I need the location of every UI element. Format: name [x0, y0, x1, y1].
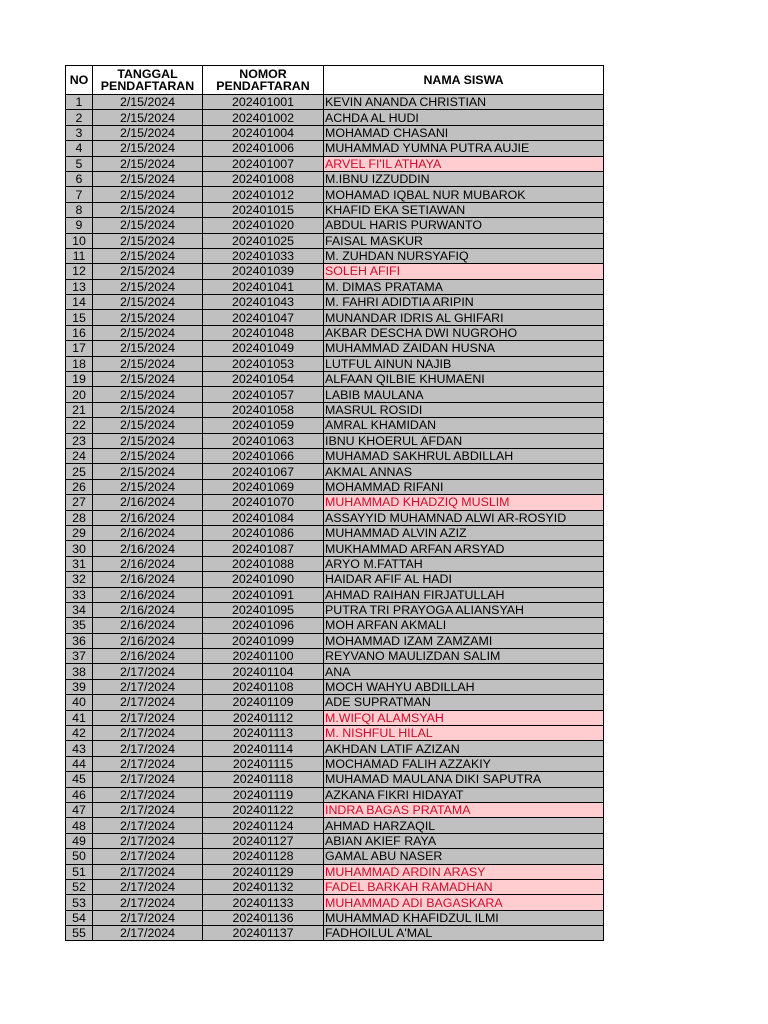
student-name-cell: MUHAMMAD ADI BAGASKARA	[324, 895, 604, 910]
registration-number-cell: 202401119	[203, 787, 324, 802]
row-number-cell: 48	[66, 818, 93, 833]
registration-number-cell: 202401127	[203, 833, 324, 848]
registration-number-cell: 202401115	[203, 756, 324, 771]
student-name-cell: MUHAMAD SAKHRUL ABDILLAH	[324, 448, 604, 463]
student-name-cell: MUHAMMAD KHAFIDZUL ILMI	[324, 910, 604, 925]
registration-number-cell: 202401067	[203, 464, 324, 479]
table-row	[66, 756, 604, 771]
registration-date-cell: 2/15/2024	[93, 448, 203, 463]
row-number-cell: 45	[66, 772, 93, 787]
table-row	[66, 248, 604, 263]
registration-number-cell: 202401007	[203, 156, 324, 171]
registration-date-cell: 2/17/2024	[93, 910, 203, 925]
registration-date-cell: 2/15/2024	[93, 372, 203, 387]
registration-date-cell: 2/15/2024	[93, 295, 203, 310]
table-header	[66, 66, 604, 95]
registration-date-cell: 2/15/2024	[93, 387, 203, 402]
table-row	[66, 787, 604, 802]
table-row	[66, 572, 604, 587]
table-row	[66, 295, 604, 310]
registration-number-cell: 202401063	[203, 433, 324, 448]
table-row	[66, 156, 604, 171]
registration-date-cell: 2/16/2024	[93, 525, 203, 540]
student-name-cell: KHAFID EKA SETIAWAN	[324, 202, 604, 217]
registration-date-cell: 2/15/2024	[93, 233, 203, 248]
registration-date-cell: 2/15/2024	[93, 171, 203, 186]
table-row	[66, 710, 604, 725]
row-number-cell: 18	[66, 356, 93, 371]
registration-number-cell: 202401084	[203, 510, 324, 525]
table-row	[66, 910, 604, 925]
table-row	[66, 849, 604, 864]
header-registration-number	[203, 66, 324, 95]
row-number-cell: 30	[66, 541, 93, 556]
registration-date-cell: 2/16/2024	[93, 587, 203, 602]
student-name-cell: FADHOILUL A'MAL	[324, 926, 604, 941]
table-body	[66, 95, 604, 941]
row-number-cell: 9	[66, 218, 93, 233]
table-row	[66, 879, 604, 894]
registration-number-cell: 202401096	[203, 618, 324, 633]
table-row	[66, 649, 604, 664]
registration-number-cell: 202401129	[203, 864, 324, 879]
student-name-cell: REYVANO MAULIZDAN SALIM	[324, 649, 604, 664]
registration-date-cell: 2/17/2024	[93, 772, 203, 787]
registration-number-cell: 202401114	[203, 741, 324, 756]
registration-date-cell: 2/17/2024	[93, 664, 203, 679]
registration-date-cell: 2/17/2024	[93, 926, 203, 941]
table-row	[66, 772, 604, 787]
student-name-cell: MOCH WAHYU ABDILLAH	[324, 679, 604, 694]
table-row	[66, 556, 604, 571]
registration-number-cell: 202401113	[203, 726, 324, 741]
header-reg-line2: PENDAFTARAN	[216, 79, 310, 93]
student-name-cell: MUHAMMAD YUMNA PUTRA AUJIE	[324, 141, 604, 156]
registration-date-cell: 2/17/2024	[93, 756, 203, 771]
student-name-cell: GAMAL ABU NASER	[324, 849, 604, 864]
registration-number-cell: 202401002	[203, 110, 324, 125]
registration-number-cell: 202401124	[203, 818, 324, 833]
table-row	[66, 387, 604, 402]
registration-date-cell: 2/15/2024	[93, 279, 203, 294]
table-row	[66, 495, 604, 510]
registration-date-cell: 2/17/2024	[93, 787, 203, 802]
table-row	[66, 818, 604, 833]
student-name-cell: M.WIFQI ALAMSYAH	[324, 710, 604, 725]
student-name-cell: LABIB MAULANA	[324, 387, 604, 402]
row-number-cell: 33	[66, 587, 93, 602]
registration-date-cell: 2/15/2024	[93, 218, 203, 233]
registration-number-cell: 202401112	[203, 710, 324, 725]
row-number-cell: 54	[66, 910, 93, 925]
registration-number-cell: 202401059	[203, 418, 324, 433]
student-name-cell: PUTRA TRI PRAYOGA ALIANSYAH	[324, 602, 604, 617]
registration-number-cell: 202401136	[203, 910, 324, 925]
table-row	[66, 187, 604, 202]
header-date-line1: TANGGAL	[117, 67, 178, 81]
table-row	[66, 741, 604, 756]
table-row	[66, 525, 604, 540]
header-no: NO	[66, 66, 93, 95]
registration-number-cell: 202401058	[203, 402, 324, 417]
row-number-cell: 47	[66, 802, 93, 817]
student-name-cell: MUHAMMAD ZAIDAN HUSNA	[324, 341, 604, 356]
student-name-cell: MOH ARFAN AKMALI	[324, 618, 604, 633]
student-name-cell: ARYO M.FATTAH	[324, 556, 604, 571]
table-row	[66, 895, 604, 910]
header-row	[66, 66, 604, 95]
student-name-cell: ARVEL FI'IL ATHAYA	[324, 156, 604, 171]
header-student-name: NAMA SISWA	[324, 66, 604, 95]
row-number-cell: 42	[66, 726, 93, 741]
registration-date-cell: 2/16/2024	[93, 495, 203, 510]
row-number-cell: 41	[66, 710, 93, 725]
registration-number-cell: 202401020	[203, 218, 324, 233]
row-number-cell: 35	[66, 618, 93, 633]
table-row	[66, 141, 604, 156]
table-row	[66, 679, 604, 694]
table-row	[66, 264, 604, 279]
registration-date-cell: 2/16/2024	[93, 556, 203, 571]
row-number-cell: 7	[66, 187, 93, 202]
table-row	[66, 202, 604, 217]
registration-number-cell: 202401109	[203, 695, 324, 710]
student-name-cell: MUHAMAD MAULANA DIKI SAPUTRA	[324, 772, 604, 787]
row-number-cell: 13	[66, 279, 93, 294]
registration-date-cell: 2/15/2024	[93, 110, 203, 125]
registration-date-cell: 2/15/2024	[93, 402, 203, 417]
table-row	[66, 926, 604, 941]
row-number-cell: 32	[66, 572, 93, 587]
table-row	[66, 833, 604, 848]
registration-date-cell: 2/15/2024	[93, 264, 203, 279]
row-number-cell: 14	[66, 295, 93, 310]
student-name-cell: AKHDAN LATIF AZIZAN	[324, 741, 604, 756]
registration-date-cell: 2/15/2024	[93, 248, 203, 263]
table-row	[66, 587, 604, 602]
row-number-cell: 11	[66, 248, 93, 263]
student-name-cell: ABIAN AKIEF RAYA	[324, 833, 604, 848]
table-row	[66, 110, 604, 125]
registration-number-cell: 202401069	[203, 479, 324, 494]
table-row	[66, 479, 604, 494]
row-number-cell: 10	[66, 233, 93, 248]
registration-date-cell: 2/17/2024	[93, 864, 203, 879]
student-name-cell: HAIDAR AFIF AL HADI	[324, 572, 604, 587]
student-name-cell: ANA	[324, 664, 604, 679]
student-name-cell: MUHAMMAD ALVIN AZIZ	[324, 525, 604, 540]
header-date-line2: PENDAFTARAN	[100, 79, 195, 93]
registration-number-cell: 202401090	[203, 572, 324, 587]
student-name-cell: FAISAL MASKUR	[324, 233, 604, 248]
registration-number-cell: 202401091	[203, 587, 324, 602]
registration-date-cell: 2/17/2024	[93, 695, 203, 710]
registration-number-cell: 202401054	[203, 372, 324, 387]
registration-number-cell: 202401118	[203, 772, 324, 787]
registration-number-cell: 202401049	[203, 341, 324, 356]
row-number-cell: 40	[66, 695, 93, 710]
registration-number-cell: 202401048	[203, 325, 324, 340]
registration-number-cell: 202401070	[203, 495, 324, 510]
registration-date-cell: 2/16/2024	[93, 510, 203, 525]
student-name-cell: ACHDA AL HUDI	[324, 110, 604, 125]
registration-date-cell: 2/15/2024	[93, 156, 203, 171]
registration-date-cell: 2/15/2024	[93, 418, 203, 433]
student-name-cell: ALFAAN QILBIE KHUMAENI	[324, 372, 604, 387]
row-number-cell: 12	[66, 264, 93, 279]
row-number-cell: 8	[66, 202, 93, 217]
student-name-cell: MOHAMAD CHASANI	[324, 125, 604, 140]
registration-number-cell: 202401043	[203, 295, 324, 310]
registration-date-cell: 2/17/2024	[93, 802, 203, 817]
student-name-cell: MUNANDAR IDRIS AL GHIFARI	[324, 310, 604, 325]
student-name-cell: AZKANA FIKRI HIDAYAT	[324, 787, 604, 802]
registration-number-cell: 202401006	[203, 141, 324, 156]
student-name-cell: M. FAHRI ADIDTIA ARIPIN	[324, 295, 604, 310]
table-row	[66, 356, 604, 371]
student-name-cell: KEVIN ANANDA CHRISTIAN	[324, 95, 604, 110]
registration-date-cell: 2/15/2024	[93, 141, 203, 156]
table-row	[66, 218, 604, 233]
registration-date-cell: 2/17/2024	[93, 833, 203, 848]
registration-number-cell: 202401087	[203, 541, 324, 556]
row-number-cell: 2	[66, 110, 93, 125]
registration-date-cell: 2/16/2024	[93, 633, 203, 648]
registration-date-cell: 2/17/2024	[93, 741, 203, 756]
registration-number-cell: 202401033	[203, 248, 324, 263]
registration-number-cell: 202401057	[203, 387, 324, 402]
table-row	[66, 325, 604, 340]
table-row	[66, 402, 604, 417]
row-number-cell: 28	[66, 510, 93, 525]
registration-number-cell: 202401104	[203, 664, 324, 679]
student-name-cell: MUKHAMMAD ARFAN ARSYAD	[324, 541, 604, 556]
row-number-cell: 38	[66, 664, 93, 679]
registration-date-cell: 2/17/2024	[93, 849, 203, 864]
student-name-cell: MOHAMMAD IZAM ZAMZAMI	[324, 633, 604, 648]
table-row	[66, 125, 604, 140]
student-name-cell: MOHAMAD IQBAL NUR MUBAROK	[324, 187, 604, 202]
table-row	[66, 618, 604, 633]
table-row	[66, 510, 604, 525]
row-number-cell: 49	[66, 833, 93, 848]
row-number-cell: 36	[66, 633, 93, 648]
registration-number-cell: 202401128	[203, 849, 324, 864]
registration-date-cell: 2/16/2024	[93, 618, 203, 633]
student-name-cell: MUHAMMAD ARDIN ARASY	[324, 864, 604, 879]
table-row	[66, 802, 604, 817]
row-number-cell: 27	[66, 495, 93, 510]
row-number-cell: 4	[66, 141, 93, 156]
table-row	[66, 541, 604, 556]
table-row	[66, 171, 604, 186]
student-name-cell: M. NISHFUL HILAL	[324, 726, 604, 741]
student-name-cell: AHMAD HARZAQIL	[324, 818, 604, 833]
registration-number-cell: 202401066	[203, 448, 324, 463]
student-name-cell: ADE SUPRATMAN	[324, 695, 604, 710]
table-row	[66, 695, 604, 710]
row-number-cell: 55	[66, 926, 93, 941]
table-row	[66, 310, 604, 325]
registration-date-cell: 2/16/2024	[93, 541, 203, 556]
table-row	[66, 418, 604, 433]
student-name-cell: AMRAL KHAMIDAN	[324, 418, 604, 433]
registration-date-cell: 2/17/2024	[93, 679, 203, 694]
registration-date-cell: 2/17/2024	[93, 818, 203, 833]
table-row	[66, 726, 604, 741]
registration-date-cell: 2/16/2024	[93, 602, 203, 617]
student-name-cell: AHMAD RAIHAN FIRJATULLAH	[324, 587, 604, 602]
registration-date-cell: 2/17/2024	[93, 879, 203, 894]
registration-date-cell: 2/17/2024	[93, 726, 203, 741]
registration-number-cell: 202401041	[203, 279, 324, 294]
registration-number-cell: 202401100	[203, 649, 324, 664]
student-name-cell: MASRUL ROSIDI	[324, 402, 604, 417]
row-number-cell: 46	[66, 787, 93, 802]
table-row	[66, 279, 604, 294]
registration-number-cell: 202401012	[203, 187, 324, 202]
registration-date-cell: 2/16/2024	[93, 572, 203, 587]
registration-number-cell: 202401047	[203, 310, 324, 325]
row-number-cell: 44	[66, 756, 93, 771]
row-number-cell: 1	[66, 95, 93, 110]
registration-number-cell: 202401039	[203, 264, 324, 279]
table-row	[66, 633, 604, 648]
student-name-cell: MOHAMMAD RIFANI	[324, 479, 604, 494]
row-number-cell: 20	[66, 387, 93, 402]
registration-date-cell: 2/15/2024	[93, 187, 203, 202]
registration-number-cell: 202401137	[203, 926, 324, 941]
student-name-cell: LUTFUL AINUN NAJIB	[324, 356, 604, 371]
student-name-cell: ABDUL HARIS PURWANTO	[324, 218, 604, 233]
row-number-cell: 25	[66, 464, 93, 479]
row-number-cell: 17	[66, 341, 93, 356]
row-number-cell: 39	[66, 679, 93, 694]
row-number-cell: 24	[66, 448, 93, 463]
row-number-cell: 15	[66, 310, 93, 325]
row-number-cell: 26	[66, 479, 93, 494]
student-name-cell: FADEL BARKAH RAMADHAN	[324, 879, 604, 894]
student-registration-table	[65, 65, 604, 941]
registration-number-cell: 202401099	[203, 633, 324, 648]
registration-number-cell: 202401008	[203, 171, 324, 186]
registration-date-cell: 2/15/2024	[93, 202, 203, 217]
row-number-cell: 23	[66, 433, 93, 448]
registration-date-cell: 2/15/2024	[93, 95, 203, 110]
table-row	[66, 372, 604, 387]
registration-number-cell: 202401004	[203, 125, 324, 140]
table-row	[66, 448, 604, 463]
table-row	[66, 664, 604, 679]
row-number-cell: 50	[66, 849, 93, 864]
table-row	[66, 464, 604, 479]
registration-date-cell: 2/17/2024	[93, 895, 203, 910]
registration-number-cell: 202401053	[203, 356, 324, 371]
row-number-cell: 22	[66, 418, 93, 433]
registration-number-cell: 202401095	[203, 602, 324, 617]
row-number-cell: 19	[66, 372, 93, 387]
registration-number-cell: 202401025	[203, 233, 324, 248]
row-number-cell: 31	[66, 556, 93, 571]
registration-date-cell: 2/17/2024	[93, 710, 203, 725]
registration-date-cell: 2/15/2024	[93, 125, 203, 140]
registration-date-cell: 2/16/2024	[93, 649, 203, 664]
student-name-cell: ASSAYYID MUHAMNAD ALWI AR-ROSYID	[324, 510, 604, 525]
registration-date-cell: 2/15/2024	[93, 341, 203, 356]
row-number-cell: 51	[66, 864, 93, 879]
row-number-cell: 34	[66, 602, 93, 617]
table-row	[66, 433, 604, 448]
row-number-cell: 37	[66, 649, 93, 664]
student-name-cell: M.IBNU IZZUDDIN	[324, 171, 604, 186]
row-number-cell: 43	[66, 741, 93, 756]
student-name-cell: M. ZUHDAN NURSYAFIQ	[324, 248, 604, 263]
row-number-cell: 21	[66, 402, 93, 417]
registration-number-cell: 202401108	[203, 679, 324, 694]
table-row	[66, 864, 604, 879]
registration-number-cell: 202401015	[203, 202, 324, 217]
row-number-cell: 5	[66, 156, 93, 171]
student-name-cell: INDRA BAGAS PRATAMA	[324, 802, 604, 817]
registration-date-cell: 2/15/2024	[93, 433, 203, 448]
header-registration-date	[93, 66, 203, 95]
registration-date-cell: 2/15/2024	[93, 464, 203, 479]
registration-number-cell: 202401133	[203, 895, 324, 910]
row-number-cell: 6	[66, 171, 93, 186]
row-number-cell: 52	[66, 879, 93, 894]
registration-number-cell: 202401088	[203, 556, 324, 571]
table-row	[66, 95, 604, 110]
table-row	[66, 602, 604, 617]
registration-date-cell: 2/15/2024	[93, 310, 203, 325]
student-name-cell: M. DIMAS PRATAMA	[324, 279, 604, 294]
row-number-cell: 53	[66, 895, 93, 910]
student-name-cell: SOLEH AFIFI	[324, 264, 604, 279]
row-number-cell: 3	[66, 125, 93, 140]
student-name-cell: IBNU KHOERUL AFDAN	[324, 433, 604, 448]
registration-number-cell: 202401122	[203, 802, 324, 817]
student-name-cell: AKMAL ANNAS	[324, 464, 604, 479]
student-name-cell: MOCHAMAD FALIH AZZAKIY	[324, 756, 604, 771]
registration-number-cell: 202401086	[203, 525, 324, 540]
registration-date-cell: 2/15/2024	[93, 356, 203, 371]
row-number-cell: 29	[66, 525, 93, 540]
registration-date-cell: 2/15/2024	[93, 325, 203, 340]
table-row	[66, 341, 604, 356]
registration-date-cell: 2/15/2024	[93, 479, 203, 494]
registration-number-cell: 202401001	[203, 95, 324, 110]
table-row	[66, 233, 604, 248]
registration-number-cell: 202401132	[203, 879, 324, 894]
student-name-cell: MUHAMMAD KHADZIQ MUSLIM	[324, 495, 604, 510]
row-number-cell: 16	[66, 325, 93, 340]
student-name-cell: AKBAR DESCHA DWI NUGROHO	[324, 325, 604, 340]
header-reg-line1: NOMOR	[239, 67, 287, 81]
